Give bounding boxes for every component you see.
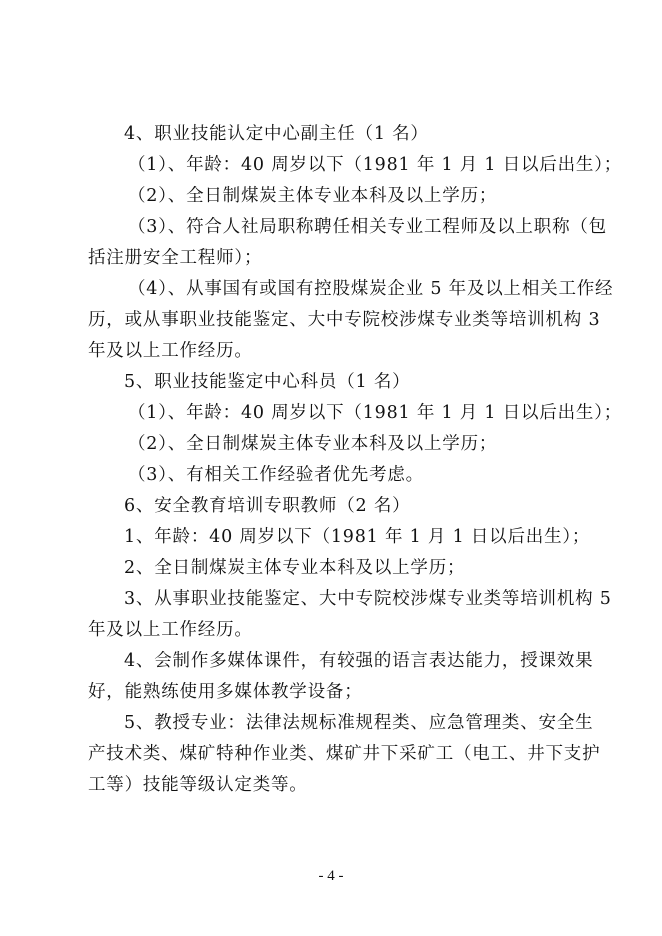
requirement-line-continued: 括注册安全工程师）； — [88, 248, 263, 268]
requirement-line: 1、年龄：40 周岁以下（1981 年 1 月 1 日以后出生）； — [124, 527, 591, 547]
section-heading-5: 5、职业技能鉴定中心科员（1 名） — [124, 372, 411, 392]
requirement-line-continued: 年及以上工作经历。 — [88, 620, 253, 640]
page-number: - 4 - — [318, 868, 344, 884]
requirement-line-continued: 好，能熟练使用多媒体教学设备； — [88, 682, 363, 702]
requirement-line-continued: 产技术类、煤矿特种作业类、煤矿井下采矿工（电工、井下支护 — [88, 744, 601, 764]
requirement-line-continued: 年及以上工作经历。 — [88, 341, 253, 361]
requirement-line: （1）、年龄：40 周岁以下（1981 年 1 月 1 日以后出生）； — [128, 403, 623, 423]
requirement-line: （4）、从事国有或国有控股煤炭企业 5 年及以上相关工作经 — [128, 279, 614, 299]
requirement-line: （1）、年龄：40 周岁以下（1981 年 1 月 1 日以后出生）； — [128, 155, 623, 175]
requirement-line: 2、全日制煤炭主体专业本科及以上学历； — [124, 558, 466, 578]
requirement-line: 5、教授专业：法律法规标准规程类、应急管理类、安全生 — [124, 713, 594, 733]
section-heading-6: 6、安全教育培训专职教师（2 名） — [124, 496, 411, 516]
requirement-line: （2）、全日制煤炭主体专业本科及以上学历； — [128, 186, 498, 206]
requirement-line: （3）、符合人社局职称聘任相关专业工程师及以上职称（包 — [128, 217, 607, 237]
section-heading-4: 4、职业技能认定中心副主任（1 名） — [124, 124, 429, 144]
document-body — [88, 119, 623, 801]
requirement-line: 4、会制作多媒体课件，有较强的语言表达能力，授课效果 — [124, 651, 594, 671]
requirement-line-continued: 工等）技能等级认定类等。 — [88, 775, 308, 795]
requirement-line-continued: 历，或从事职业技能鉴定、大中专院校涉煤专业类等培训机构 3 — [88, 310, 601, 330]
requirement-line: （3）、有相关工作经验者优先考虑。 — [128, 465, 424, 485]
requirement-line: （2）、全日制煤炭主体专业本科及以上学历； — [128, 434, 498, 454]
requirement-line: 3、从事职业技能鉴定、大中专院校涉煤专业类等培训机构 5 — [124, 589, 612, 609]
